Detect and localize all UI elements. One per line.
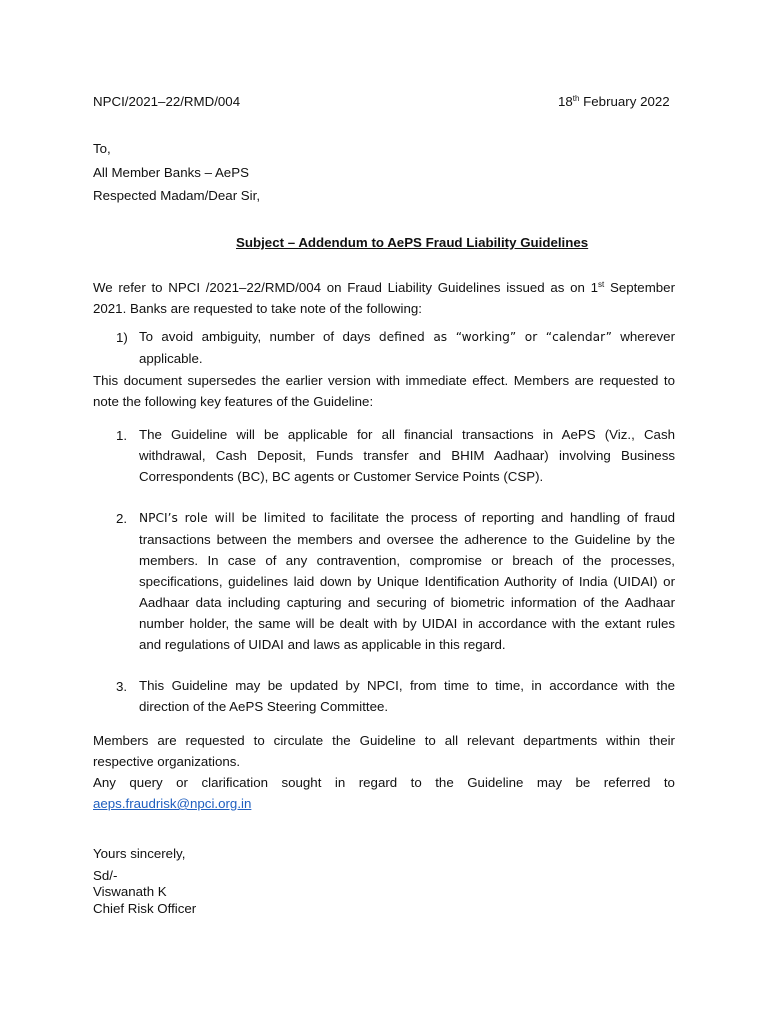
date-rest: February 2022	[579, 94, 670, 109]
query-word: sought	[281, 775, 322, 790]
signatory-title: Chief Risk Officer	[93, 901, 197, 916]
reference-number: NPCI/2021–22/RMD/004	[93, 94, 241, 109]
addendum-part2: wherever applicable.	[139, 329, 675, 366]
query-word: clarification	[201, 775, 268, 790]
feature-item: This Guideline may be updated by NPCI, from time to time, in accordance with the direction of the AePS Steering Committee.	[139, 678, 675, 714]
addendum-part1: To avoid ambiguity, number of days	[139, 329, 379, 344]
address-to: To,	[93, 141, 111, 156]
date-day: 18	[558, 94, 573, 109]
addendum-number: 1)	[116, 330, 128, 345]
circulate-paragraph: Members are requested to circulate the Guideline to all relevant departments within their respective organizations.	[93, 733, 675, 769]
query-line	[93, 775, 675, 790]
intro-paragraph	[93, 277, 675, 319]
signatory-name: Viswanath K	[93, 884, 167, 899]
supersede-paragraph: This document supersedes the earlier version with immediate effect. Members are requested to note the following key features of the Guideline:	[93, 373, 675, 409]
query-word: to	[410, 775, 422, 790]
intro-part2: September 2021. Banks are requested to take note of the following:	[93, 280, 675, 316]
query-word: in	[334, 775, 346, 790]
subject-line: Subject – Addendum to AePS Fraud Liability Guidelines	[236, 235, 589, 250]
letter-date	[558, 94, 670, 109]
feature-number: 1.	[116, 428, 128, 443]
query-word: may	[536, 775, 563, 790]
query-word: regard	[358, 775, 398, 790]
feature-alt: NPCI’s role will be limited	[139, 511, 306, 525]
feature-item	[139, 507, 675, 655]
query-word: be	[575, 775, 591, 790]
feature-number: 2.	[116, 511, 128, 526]
query-word: referred	[603, 775, 651, 790]
addendum-item	[139, 326, 675, 369]
query-word: or	[176, 775, 188, 790]
query-word: Any	[93, 775, 116, 790]
query-word: the	[435, 775, 454, 790]
feature-text: to facilitate the process of reporting and handling of fraud transactions between the members and oversee the adherence to the Guideline by the members. In case of any contravention, compromise or breach of the processes, specifications, guidelines laid down by Unique Identification Authority of India (UIDAI) or Aadhaar data including capturing and securing of biometric information of the Aadhaar number holder, the same will be dealt with by UIDAI in accordance with the extant rules and regulations of UIDAI and laws as applicable in this regard.	[139, 510, 675, 652]
feature-number: 3.	[116, 679, 128, 694]
intro-part1: We refer to NPCI /2021–22/RMD/004 on Fraud Liability Guidelines issued as on 1	[93, 280, 599, 295]
query-word: query	[129, 775, 163, 790]
intro-suffix: st	[598, 280, 605, 289]
feature-item: The Guideline will be applicable for all financial transactions in AePS (Viz., Cash withdrawal, Cash Deposit, Funds transfer and BHIM Aadhaar) involving Business Correspondents (BC), BC agents or Customer Service Points (CSP).	[139, 427, 675, 484]
contact-email-link[interactable]: aeps.fraudrisk@npci.org.in	[93, 796, 252, 811]
date-suffix: th	[572, 94, 580, 103]
addendum-alt: defined as “working” or “calendar”	[378, 330, 612, 344]
signature-sd: Sd/-	[93, 868, 118, 883]
query-word: to	[663, 775, 675, 790]
address-recipient: All Member Banks – AePS	[93, 165, 249, 180]
query-word: Guideline	[467, 775, 524, 790]
salutation: Respected Madam/Dear Sir,	[93, 188, 261, 203]
yours-sincerely: Yours sincerely,	[93, 846, 186, 861]
